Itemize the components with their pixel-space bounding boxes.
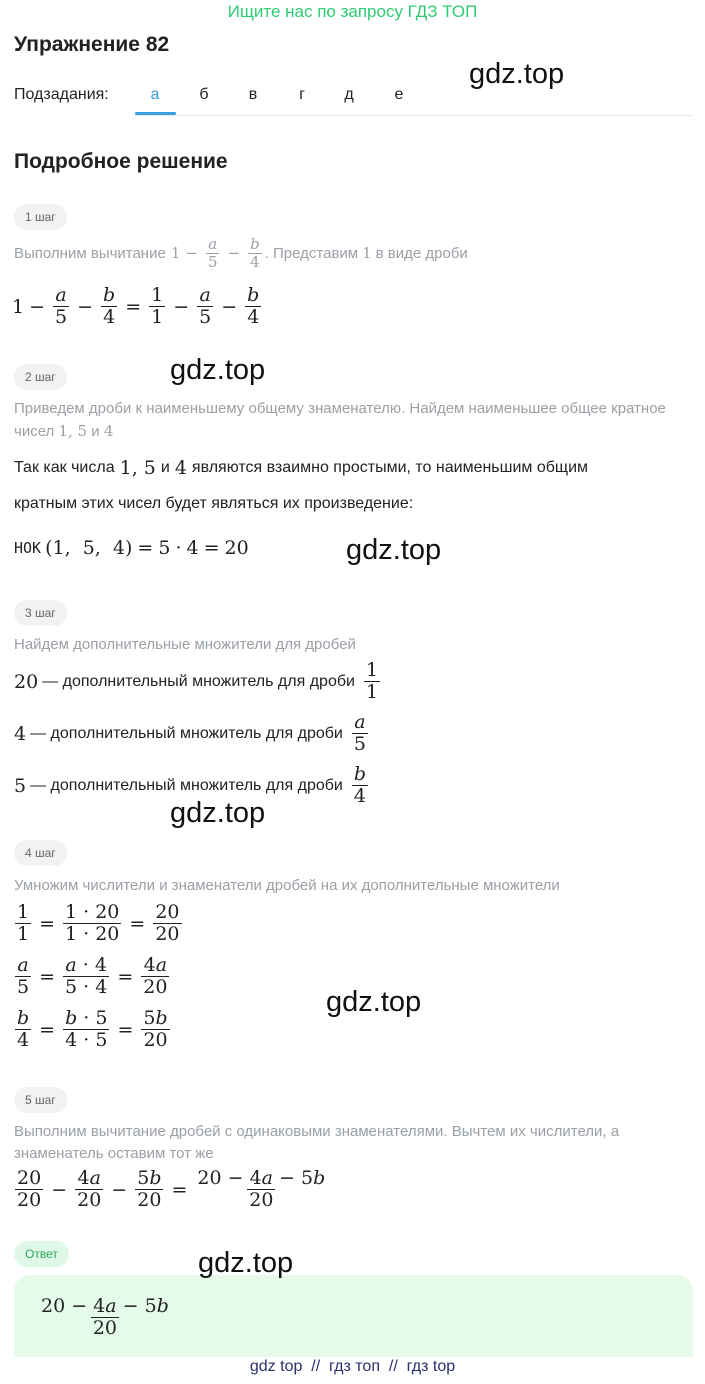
step-3-hint: Найдем дополнительные множители для дробей — [14, 636, 356, 653]
step-badge-3: 3 шаг — [14, 600, 67, 626]
tab-e[interactable]: е — [394, 86, 404, 103]
step-badge-4: 4 шаг — [14, 840, 67, 866]
answer-formula: $\frac{20 - 4a - 5b}{20}$ — [41, 1295, 169, 1339]
tab-g[interactable]: г — [299, 86, 305, 103]
step-2-hint: Приведем дроби к наименьшему общему знаменателю. Найдем наименьшее общее кратное чисел 1, 5 и 4 — [14, 400, 666, 440]
step-4-formula-2: $\frac{a}{5}$ = $\frac{a \cdot 4}{5 \cdot 4}$ = $\frac{4a}{20}$ — [17, 954, 168, 998]
watermark: gdz.top — [326, 986, 422, 1018]
factor-line-2: 4 — дополнительный множитель для дроби $\frac{a}{5}$ — [14, 711, 366, 755]
step-badge-5: 5 шаг — [14, 1087, 67, 1113]
step-4-hint: Умножим числители и знаменатели дробей на их дополнительные множители — [14, 877, 560, 894]
tab-a[interactable]: а — [150, 86, 160, 103]
subtasks-label: Подзадания: — [14, 86, 109, 103]
tab-v[interactable]: в — [248, 86, 258, 103]
tab-b[interactable]: б — [199, 86, 209, 103]
step-1-hint: Выполним вычитание 1 − $\frac{a}{5}$ − $\frac{b}{4}$ . Представим 1 в виде дроби — [14, 235, 468, 271]
answer-badge: Ответ — [14, 1241, 69, 1267]
page-title: Упражнение 82 — [14, 33, 170, 56]
step-badge-1: 1 шаг — [14, 204, 67, 230]
watermark: gdz.top — [469, 58, 565, 90]
step-2-line-1: Так как числа 1, 5 и 4 являются взаимно простыми, то наименьшим общим — [14, 457, 589, 479]
watermark: gdz.top — [346, 534, 442, 566]
factor-line-3: 5 — дополнительный множитель для дроби $\frac{b}{4}$ — [14, 763, 367, 807]
watermark: gdz.top — [170, 797, 266, 829]
section-title: Подробное решение — [14, 150, 228, 173]
step-5-hint: Выполним вычитание дробей с одинаковыми знаменателями. Вычтем их числители, а знаменатель оставим тот же — [14, 1123, 620, 1162]
watermark: gdz.top — [170, 354, 266, 386]
step-1-formula: 1 − $\frac{a}{5}$ − $\frac{b}{4}$ = $\frac{1}{1}$ − $\frac{a}{5}$ − $\frac{b}{4}$ — [12, 284, 260, 328]
tabs-divider — [135, 115, 692, 116]
footer-links[interactable]: gdz top // гдз топ // гдз top — [249, 1358, 456, 1375]
step-4-formula-3: $\frac{b}{4}$ = $\frac{b \cdot 5}{4 \cdot 5}$ = $\frac{5b}{20}$ — [17, 1007, 168, 1051]
step-4-formula-1: $\frac{1}{1}$ = $\frac{1 \cdot 20}{1 \cdot 20}$ = $\frac{20}{20}$ — [17, 901, 180, 945]
step-5-formula: $\frac{20}{20}$ − $\frac{4a}{20}$ − $\frac{5b}{20}$ = $\frac{20 - 4a - 5b}{20}$ — [17, 1167, 326, 1211]
factor-line-1: 20 — дополнительный множитель для дроби $\frac{1}{1}$ — [14, 659, 379, 703]
watermark: gdz.top — [198, 1247, 294, 1279]
top-banner: Ищите нас по запросу ГДЗ ТОП — [227, 2, 478, 21]
tab-d[interactable]: д — [344, 86, 354, 103]
step-2-nok-formula: НОК (1, 5, 4) = 5 · 4 = 20 — [14, 537, 249, 559]
step-badge-2: 2 шаг — [14, 364, 67, 390]
step-2-line-2: кратным этих чисел будет являться их произведение: — [14, 495, 414, 512]
